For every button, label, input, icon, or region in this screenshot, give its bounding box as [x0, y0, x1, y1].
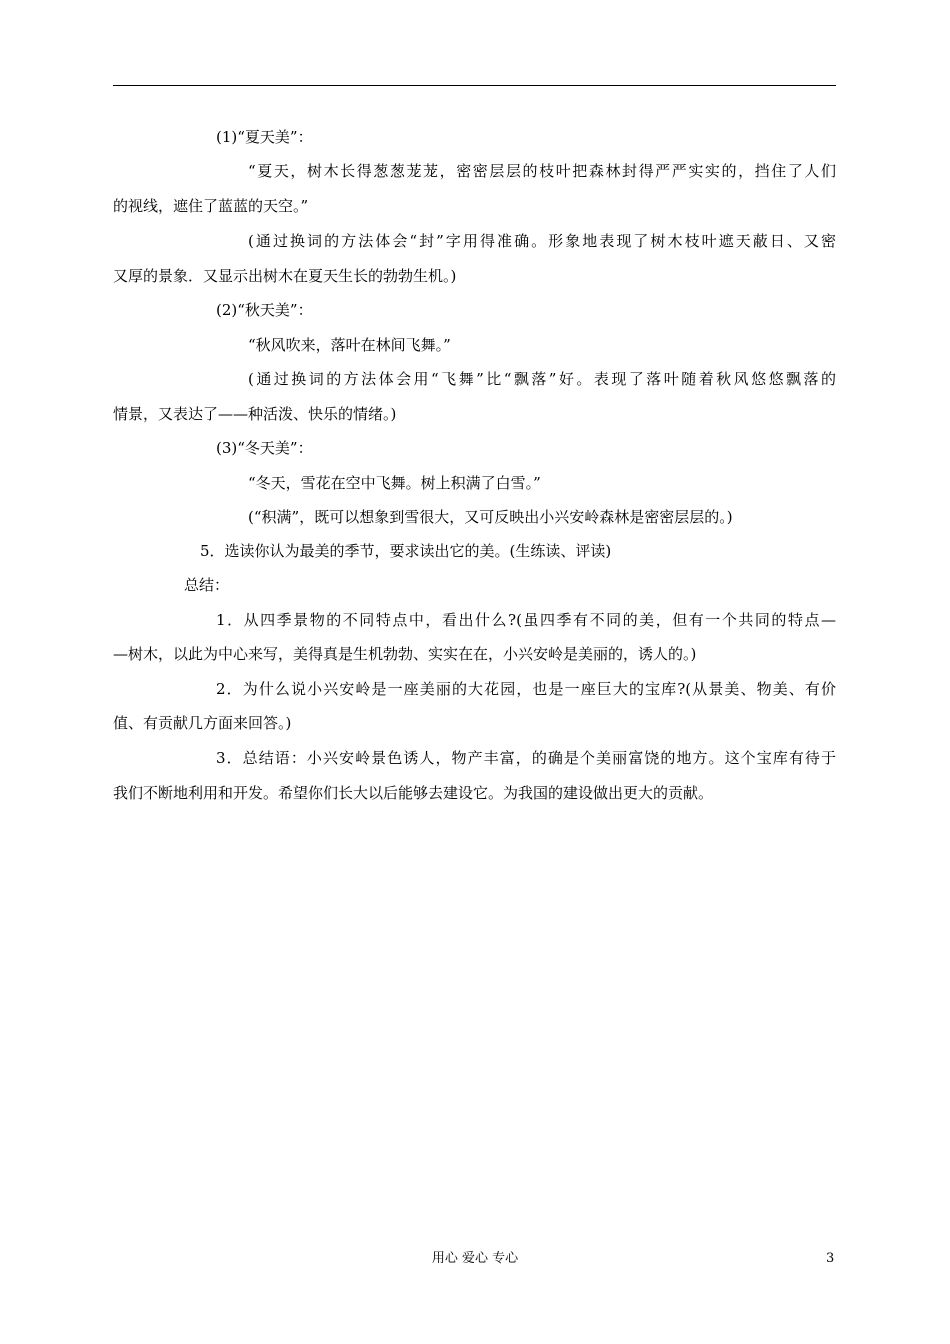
note-autumn-line2: 情景，又表达了——种活泼、快乐的情绪。)	[113, 405, 397, 423]
summary-1-line2: —树木，以此为中心来写，美得真是生机勃勃、实实在在，小兴安岭是美丽的，诱人的。)	[113, 645, 697, 663]
quote-autumn: “秋风吹来，落叶在林间飞舞。”	[248, 336, 451, 354]
summary-1-line1: 1．从四季景物的不同特点中，看出什么?(虽四季有不同的美，但有一个共同的特点—	[216, 611, 836, 629]
summary-2-line1: 2．为什么说小兴安岭是一座美丽的大花园，也是一座巨大的宝库?(从景美、物美、有价	[216, 680, 836, 698]
quote-summer-line2: 的视线，遮住了蓝蓝的天空。”	[113, 197, 309, 215]
note-summer-line2: 又厚的景象．又显示出树木在夏天生长的勃勃生机。)	[113, 267, 457, 285]
section-heading-winter: (3)“冬天美”：	[216, 439, 313, 457]
quote-summer-line1: “夏天，树木长得葱葱茏茏，密密层层的枝叶把森林封得严严实实的，挡住了人们	[248, 162, 836, 180]
header-rule	[113, 85, 836, 86]
quote-winter: “冬天，雪花在空中飞舞。树上积满了白雪。”	[248, 474, 541, 492]
summary-heading: 总结：	[184, 576, 230, 594]
summary-3-line1: 3．总结语：小兴安岭景色诱人，物产丰富，的确是个美丽富饶的地方。这个宝库有待于	[216, 749, 836, 767]
note-summer-line1: (通过换词的方法体会“封”字用得准确。形象地表现了树木枝叶遮天蔽日、又密	[248, 232, 836, 250]
note-winter: (“积满”，既可以想象到雪很大，又可反映出小兴安岭森林是密密层层的。)	[248, 508, 733, 526]
note-autumn-line1: (通过换词的方法体会用“飞舞”比“飘落”好。表现了落叶随着秋风悠悠飘落的	[248, 370, 836, 388]
section-heading-autumn: (2)“秋天美”：	[216, 301, 313, 319]
step-5: 5．选读你认为最美的季节，要求读出它的美。(生练读、评读)	[200, 542, 612, 560]
page-number: 3	[826, 1251, 835, 1266]
footer-motto: 用心 爱心 专心	[431, 1251, 519, 1266]
section-heading-summer: (1)“夏天美”：	[216, 128, 313, 146]
summary-3-line2: 我们不断地利用和开发。希望你们长大以后能够去建设它。为我国的建设做出更大的贡献。	[113, 784, 714, 802]
summary-2-line2: 值、有贡献几方面来回答。)	[113, 714, 292, 732]
